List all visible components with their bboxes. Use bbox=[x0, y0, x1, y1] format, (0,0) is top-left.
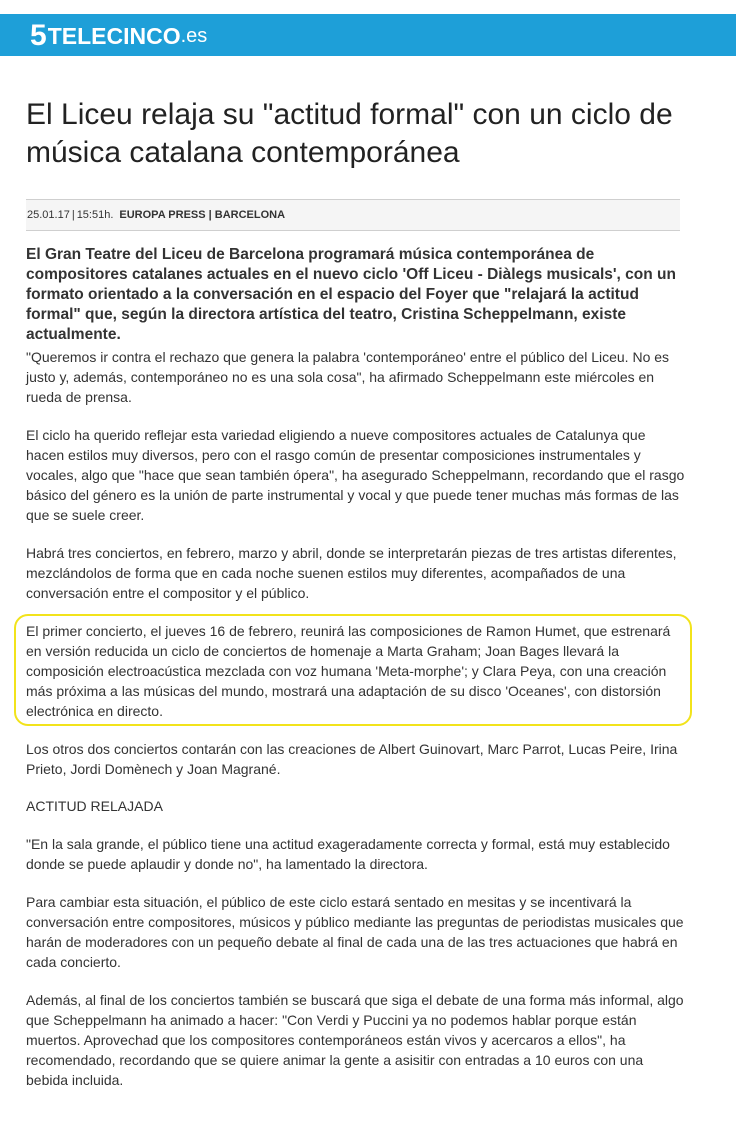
article-title: El Liceu relaja su "actitud formal" con un ciclo de música catalana contemporánea bbox=[26, 98, 673, 169]
article-paragraph: Para cambiar esta situación, el público de este ciclo estará sentado en mesitas y se incentivará la conversación entre compositores, músicos y público mediante las preguntas de periodistas musicales que harán de moderadores con un pequeño debate al final de cada una de las tres actuaciones que habrá en cada concierto. bbox=[26, 894, 684, 970]
telecinco-logo[interactable] bbox=[30, 21, 207, 51]
section-subheading: ACTITUD RELAJADA bbox=[26, 798, 163, 814]
article-paragraph: Habrá tres conciertos, en febrero, marzo y abril, donde se interpretarán piezas de tres artistas diferentes, mezclándolos de forma que en cada noche suenen estilos muy diferentes, acompañados de una conversación entre el compositor y el público. bbox=[26, 545, 677, 601]
logo-wordmark: TELECINCO bbox=[47, 23, 181, 49]
article-paragraph: El ciclo ha querido reflejar esta variedad eligiendo a nueve compositores actuales de Catalunya que hacen estilos muy diversos, pero con el rasgo común de presentar composiciones instrumentales y vocales, algo que "hace que sean también ópera", ha asegurado Scheppelmann, recordando que el rasgo básico del género es la unión de parte instrumental y vocal y que puede tener muchas más formas de las que se suele creer. bbox=[26, 427, 685, 523]
site-header bbox=[0, 14, 736, 56]
meta-separator: | bbox=[71, 209, 75, 221]
article-time: 15:51h. bbox=[76, 209, 114, 221]
article-paragraph: Los otros dos conciertos contarán con las creaciones de Albert Guinovart, Marc Parrot, Lucas Peire, Irina Prieto, Jordi Domènech y Joan Magrané. bbox=[26, 741, 678, 777]
article-paragraph: "Queremos ir contra el rechazo que genera la palabra 'contemporáneo' entre el público del Liceu. No es justo y, además, contemporáneo no es una sola cosa", ha afirmado Scheppelmann este miércoles en rueda de prensa. bbox=[26, 349, 670, 405]
article-meta bbox=[26, 199, 680, 231]
article-paragraph-highlighted: El primer concierto, el jueves 16 de febrero, reunirá las composiciones de Ramon Humet, que estrenará en versión reducida un ciclo de conciertos de homenaje a Marta Graham; Joan Bages llevará la composición electroacústica mezclada con voz humana 'Meta-morphe'; y Clara Peya, con una creación más próxima a las músicas del mundo, mostrará una adaptación de su disco 'Oceanes', con distorsión electrónica en directo. bbox=[26, 623, 671, 719]
logo-domain-suffix: .es bbox=[180, 25, 208, 47]
article-paragraph: "En la sala grande, el público tiene una actitud exageradamente correcta y formal, está muy establecido donde se puede aplaudir y donde no", ha lamentado la directora. bbox=[26, 836, 670, 872]
article-paragraph: Además, al final de los conciertos también se buscará que siga el debate de una forma más informal, algo que Scheppelmann ha animado a hacer: "Con Verdi y Puccini ya no podemos hablar porque están muertos. Aprovechad que los compositores contemporáneos están vivos y acercaros a ellos", ha recomendado, recordando que se quiere animar la gente a asisitir con entradas a 10 euros con una bebida incluida. bbox=[26, 992, 684, 1088]
article-source: EUROPA PRESS | BARCELONA bbox=[119, 209, 286, 221]
article-date: 25.01.17 bbox=[27, 209, 70, 221]
article-lead: El Gran Teatre del Liceu de Barcelona programará música contemporánea de compositores catalanes actuales en el nuevo ciclo 'Off Liceu - Diàlegs musicals', con un formato orientado a la conversación en el espacio del Foyer que "relajará la actitud formal" que, según la directora artística del teatro, Cristina Scheppelmann, existe actualmente. bbox=[26, 246, 676, 343]
logo-five-icon: 5 bbox=[30, 19, 46, 52]
